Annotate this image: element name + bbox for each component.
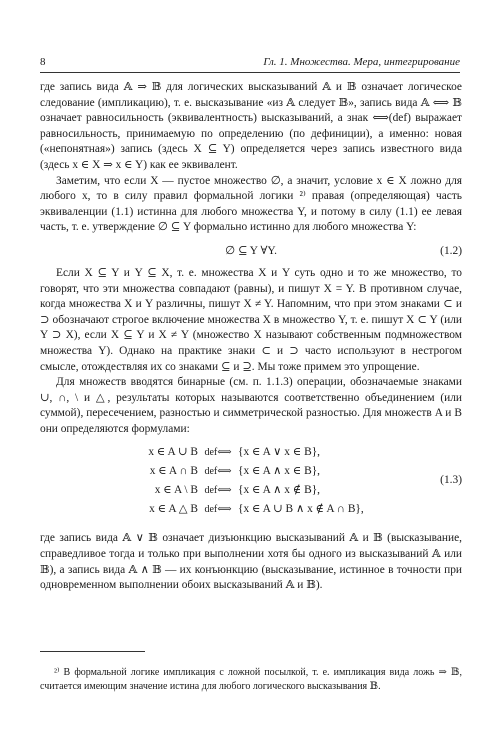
equation-1-3-row-intersection [136, 462, 364, 481]
row-rhs: {x ∈ A ∨ x ∈ B}, [238, 446, 321, 459]
def-arrow: def⟺ [204, 504, 232, 516]
def-arrow: def⟺ [204, 447, 232, 459]
def-label: def [204, 447, 218, 459]
equation-1-2 [40, 236, 462, 266]
page-header [40, 56, 460, 73]
def-label: def [204, 485, 218, 497]
paragraph-1: где запись вида 𝔸 ⇒ 𝔹 для логических высказываний 𝔸 и 𝔹 означает логическое следование (импликацию), т. е. высказывание «из 𝔸 следует 𝔹», запись вида 𝔸 ⟺ 𝔹 означает равносильность (эквивалентность) высказываний, а знак ⟺(def) выражает равносильность, принимаемую по определению (по дефиниции), а именно: новая («непонятная») запись (здесь X ⊆ Y) определяется через запись известного вида (здесь x ∈ X ⇒ x ∈ Y) как ее эквивалент. [40, 81, 462, 171]
equation-1-3-row-union [136, 443, 364, 462]
equation-1-3 [40, 443, 462, 525]
paragraph-4: Для множеств вводятся бинарные (см. п. 1.1.3) операции, обозначаемые знаками ∪, ∩, \ и △, результаты которых называются соответственно объединением (или суммой), пересечением, разностью и симметрической разностью. Для множеств A и B они определяются формулами: [40, 376, 462, 435]
equation-1-2-number: (1.2) [440, 244, 462, 257]
row-lhs: x ∈ A △ B [149, 503, 198, 516]
footnote-rule [40, 651, 145, 652]
paragraph-2: Заметим, что если X — пустое множество ∅, а значит, условие x ∈ X ложно для любого x, то в силу правил формальной логики ²⁾ правая (определяющая) часть эквиваленции (1.1) истинна для любого множества Y, и потому в силу (1.1) ее левая часть, т. е. утверждение ∅ ⊆ Y формально истинно для любого множества Y: [40, 174, 462, 234]
row-lhs: x ∈ A ∪ B [148, 446, 198, 459]
equation-1-3-row-symmetric-difference [136, 500, 364, 519]
paragraph-5: где запись вида 𝔸 ∨ 𝔹 означает дизъюнкцию высказываний 𝔸 и 𝔹 (высказывание, справедливое тогда и только при выполнении хотя бы одного из высказываний 𝔸 или 𝔹), а запись вида 𝔸 ∧ 𝔹 — их конъюнкцию (высказывание, истинное в точности при одновременном выполнении обоих высказываний 𝔸 и 𝔹). [40, 532, 462, 592]
row-rhs: {x ∈ A ∧ x ∈ B}, [238, 465, 321, 478]
equation-1-3-number: (1.3) [440, 474, 462, 487]
page-number: 8 [40, 56, 46, 68]
running-head: Гл. 1. Множества. Мера, интегрирование [263, 56, 460, 68]
def-arrow: def⟺ [204, 485, 232, 497]
paragraph-3: Если X ⊆ Y и Y ⊆ X, т. е. множества X и Y суть одно и то же множество, то говорят, что эти множества совпадают (равны), и пишут X = Y. В противном случае, когда множества X и Y различны, пишут X ≠ Y. Напомним, что при этом знаками ⊂ и ⊃ обозначают строгое включение множества X в множество Y, т. е. пишут X ⊂ Y (или Y ⊃ X), если X ⊆ Y и X ≠ Y (множество X называют собственным подмножеством множества Y). Однако на практике знаки ⊂ и ⊃ часто используют в нестрогом смысле, отождествляя их со знаками ⊆ и ⊇. Мы тоже примем это упрощение. [40, 266, 462, 373]
equation-1-3-row-difference [136, 481, 364, 500]
def-label: def [204, 466, 218, 478]
row-lhs: x ∈ A \ B [154, 484, 198, 497]
equation-1-2-formula: ∅ ⊆ Y ∀Y. [225, 244, 277, 257]
def-label: def [204, 504, 218, 516]
row-rhs: {x ∈ A ∪ B ∧ x ∉ A ∩ B}, [238, 503, 364, 516]
footnote: ²⁾ В формальной логике импликация с ложной посылкой, т. е. импликация вида ложь ⇒ 𝔹, считается имеющим значение истина для любого логического высказывания 𝔹. [40, 667, 462, 692]
row-lhs: x ∈ A ∩ B [149, 465, 198, 478]
row-rhs: {x ∈ A ∧ x ∉ B}, [238, 484, 321, 497]
def-arrow: def⟺ [204, 466, 232, 478]
body-text [40, 80, 462, 594]
